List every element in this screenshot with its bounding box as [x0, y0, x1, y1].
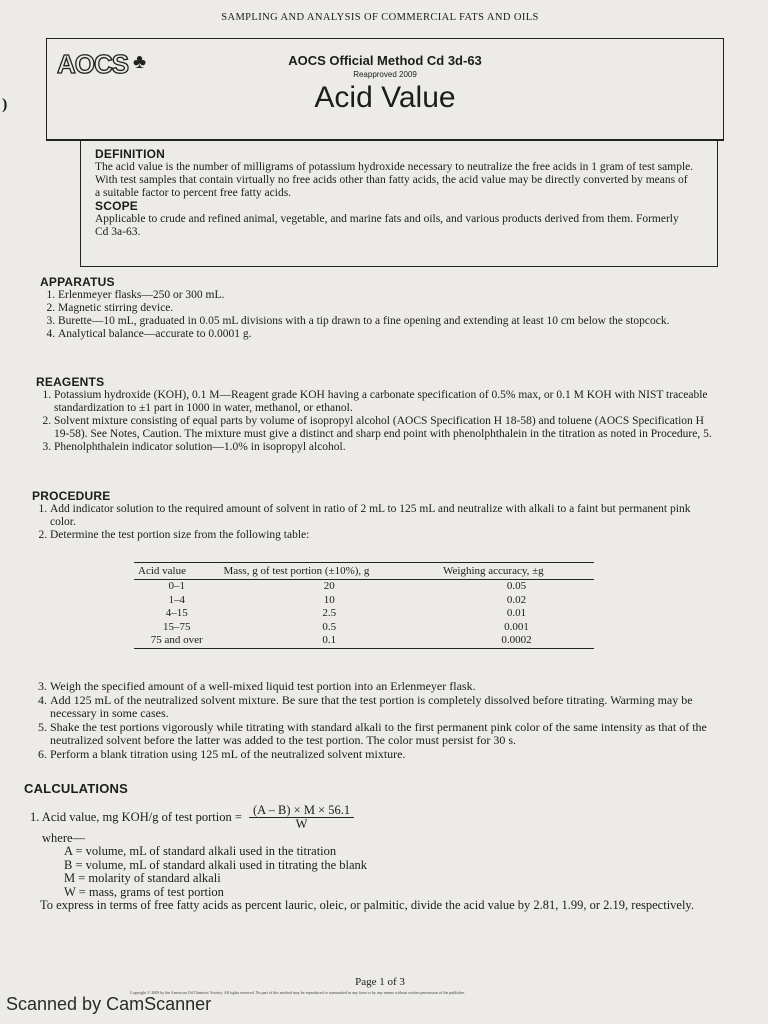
table-cell: 0–1 [168, 580, 185, 592]
table-row [134, 634, 594, 648]
list-item: 4. Add 125 mL of the neutralized solvent mixture. Be sure that the test portion is completely dissolved before titrating. Warming may be necessary in some cases. [50, 694, 716, 721]
table-row [134, 580, 594, 594]
method-number: AOCS Official Method Cd 3d-63 [288, 53, 482, 68]
list-item: 1. Potassium hydroxide (KOH), 0.1 M—Reagent grade KOH having a carbonate specification of 0.5% max, or 0.1 M KOH with NIST traceable standardization to ±1 part in 1000 in water, methanol, or ethanol. [54, 389, 716, 415]
table-cell: 20 [323, 580, 335, 592]
list-item: 2. Determine the test portion size from the following table: [50, 529, 716, 542]
procedure-section [32, 490, 716, 542]
equation-label: 1. Acid value, mg KOH/g of test portion = [30, 809, 242, 824]
list-item: 3. Phenolphthalein indicator solution—1.0% in isopropyl alcohol. [54, 441, 716, 454]
scope-heading: SCOPE [95, 199, 139, 213]
list-item: 5. Shake the test portions vigorously while titrating with standard alkali to the first permanent pink color of the same intensity as that of the neutralized solvent before the latter was added to the test portion. The color must persist for 30 s. [50, 721, 716, 748]
reagents-heading: REAGENTS [36, 375, 105, 389]
table-cell: 4–15 [165, 607, 188, 619]
table-cell: 0.1 [219, 634, 439, 648]
table-cell: 1–4 [168, 593, 185, 606]
table-cell: 0.02 [506, 593, 527, 606]
definition-heading: DEFINITION [95, 147, 165, 161]
table-row [134, 621, 594, 635]
apparatus-heading: APPARATUS [40, 275, 115, 289]
free-fatty-acid-note: To express in terms of free fatty acids as percent lauric, oleic, or palmitic, divide the acid value by 2.81, 1.99, or 2.19, respectively. [40, 898, 694, 912]
list-item: 1. Erlenmeyer flasks—250 or 300 mL. [58, 289, 716, 302]
list-item: B = volume, mL of standard alkali used in titrating the blank [64, 857, 368, 872]
table-row [134, 607, 594, 621]
page-title: Acid Value [314, 81, 456, 114]
where-label: where— [42, 830, 86, 845]
table-cell: 0.001 [504, 620, 529, 633]
scanner-watermark: Scanned by CamScanner [6, 994, 212, 1014]
table-cell: 0.01 [506, 607, 527, 619]
table-cell: 0.5 [322, 620, 337, 633]
running-head: SAMPLING AND ANALYSIS OF COMMERCIAL FATS AND OILS [221, 12, 539, 23]
list-item: 2. Solvent mixture consisting of equal parts by volume of isopropyl alcohol (AOCS Specification H 18-58) and toluene (AOCS Specification H 19-58). See Notes, Caution. The mixture must give a distinct and sharp end point with phenolphthalein in the titration as noted in Procedure, 5. [54, 415, 716, 441]
table-row [134, 594, 594, 608]
definition-box [80, 140, 718, 267]
table-header: Weighing accuracy, ±g [439, 563, 594, 580]
equation-denominator: W [295, 817, 308, 831]
list-item: 3. Burette—10 mL, graduated in 0.05 mL divisions with a tip drawn to a fine opening and extending at least 10 cm below the stopcock. [58, 315, 716, 328]
table-cell: 2.5 [322, 607, 337, 619]
acid-value-equation [30, 804, 716, 832]
table-header: Acid value [134, 563, 219, 580]
table-cell: 0.0002 [439, 634, 594, 648]
calculations-heading: CALCULATIONS [24, 781, 128, 796]
page-number: Page 1 of 3 [355, 976, 405, 988]
variable-definitions [64, 845, 716, 899]
aocs-logo: AOCS [57, 49, 129, 79]
reapproved-date: Reapproved 2009 [353, 70, 417, 79]
equation-numerator: (A – B) × M × 56.1 [249, 804, 354, 819]
list-item: W = mass, grams of test portion [64, 884, 224, 899]
table-cell: 10 [323, 593, 335, 606]
aocs-logo-icon: ♣ [133, 51, 147, 73]
copyright-notice: Copyright © 2009 by the American Oil Chemists' Society. All rights reserved. No part of this method may be reproduced or transmitted in any form or by any means without written permission of the publisher. [130, 990, 465, 995]
table-cell: 75 and over [134, 634, 219, 648]
method-header-box [46, 38, 724, 141]
procedure-steps-continued [32, 680, 716, 761]
calculations-section [24, 782, 716, 913]
table-cell: 15–75 [162, 620, 191, 633]
table-cell: 0.05 [506, 580, 527, 592]
list-item: 4. Analytical balance—accurate to 0.0001 g. [58, 328, 716, 341]
reagents-section [36, 376, 716, 454]
definition-text: The acid value is the number of milligrams of potassium hydroxide necessary to neutralize the free acids in 1 gram of test sample. With test samples that contain virtually no free acids other than fatty acids, the acid value may be directly converted by means of a suitable factor to percent free fatty acids. [95, 161, 694, 199]
equation-fraction [249, 804, 354, 832]
scope-text: Applicable to crude and refined animal, vegetable, and marine fats and oils, and various products derived from them. Formerly Cd 3a-63. [95, 213, 679, 238]
list-item: 2. Magnetic stirring device. [58, 302, 716, 315]
list-item: 1. Add indicator solution to the required amount of solvent in ratio of 2 mL to 125 mL and neutralize with alkali to a faint but permanent pink color. [50, 503, 716, 529]
list-item: 6. Perform a blank titration using 125 mL of the neutralized solvent mixture. [50, 748, 716, 762]
list-item: A = volume, mL of standard alkali used in the titration [64, 844, 337, 858]
test-portion-table [134, 562, 594, 649]
scan-edge-mark: ) [2, 96, 8, 113]
list-item: M = molarity of standard alkali [64, 871, 221, 885]
apparatus-section [40, 276, 716, 341]
list-item: 3. Weigh the specified amount of a well-mixed liquid test portion into an Erlenmeyer flask. [50, 680, 716, 694]
procedure-heading: PROCEDURE [32, 489, 111, 503]
table-header: Mass, g of test portion (±10%), g [219, 563, 439, 580]
